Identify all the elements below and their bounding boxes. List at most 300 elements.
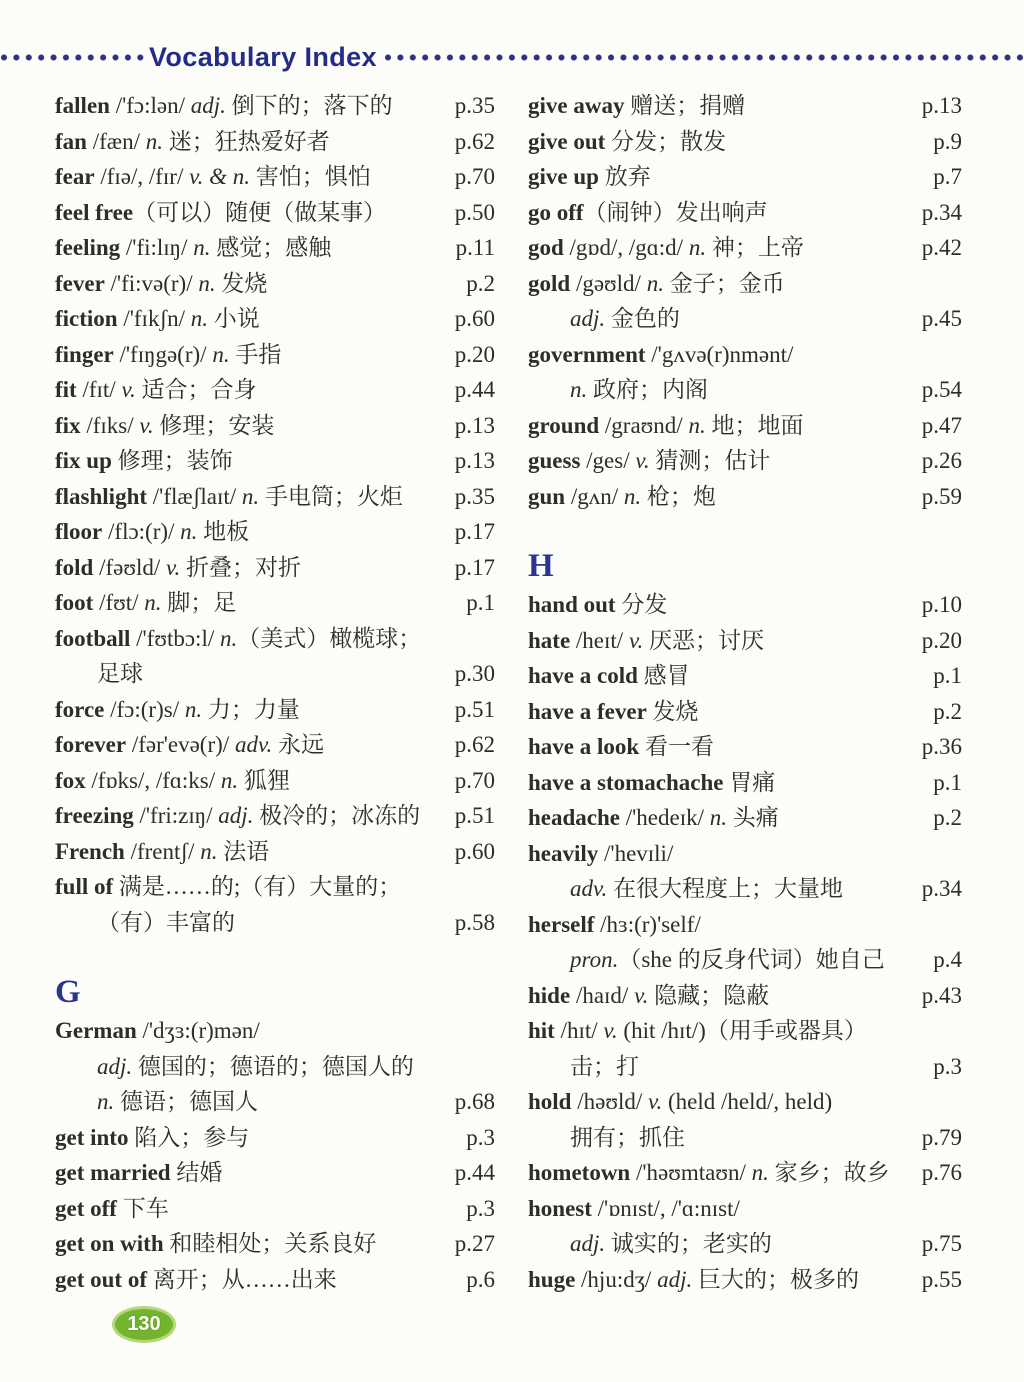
entry-row: [55, 443, 495, 479]
definition-text: /'dʒɜ:(r)mən/: [136, 1018, 260, 1043]
part-of-speech: v.: [635, 448, 650, 473]
definition-text: /ges/: [580, 448, 636, 473]
entry-row: [528, 266, 962, 302]
entry-row: [55, 727, 495, 763]
page-reference: p.17: [454, 554, 495, 580]
headword: fox: [55, 767, 86, 793]
definition-text: /gɒd/, /gɑ:d/: [563, 235, 689, 260]
definition-text: /flɔ:(r)/: [102, 519, 181, 544]
entry-row: [55, 408, 495, 444]
entry-text: [528, 1191, 740, 1227]
definition-text: 诚实的；老实的: [605, 1231, 772, 1256]
entry-continuation-row: [528, 1120, 962, 1156]
definition-text: 修理；安装: [153, 412, 275, 438]
definition-text: 家乡；故乡: [768, 1160, 890, 1185]
headword: give away: [528, 93, 625, 118]
entry-text: [528, 266, 785, 302]
definition-text: 击；打: [570, 1053, 639, 1079]
definition-text: /gəʊld/: [570, 270, 647, 296]
definition-text: 适合；合身: [135, 377, 257, 402]
entry-row: [528, 1262, 962, 1298]
page-reference: p.34: [921, 876, 962, 901]
page-reference: p.9: [933, 128, 962, 154]
page-reference: p.11: [455, 235, 495, 260]
headword: German: [55, 1018, 137, 1043]
page-reference: p.13: [454, 412, 495, 438]
vocab-column-left: [55, 88, 495, 1297]
headword: fix up: [55, 448, 112, 473]
headword: fear: [55, 164, 95, 189]
headword: feel free: [55, 199, 134, 225]
headword: get out of: [55, 1266, 147, 1292]
part-of-speech: v.: [648, 1089, 663, 1114]
entry-row: [528, 408, 962, 444]
entry-row: [55, 230, 495, 266]
headword: fallen: [55, 93, 110, 118]
definition-text: 和睦相处；关系良好: [163, 1231, 377, 1256]
entry-continuation-row: [528, 1226, 962, 1262]
entry-text: [55, 1013, 260, 1049]
definition-text: /'həʊmtaʊn/: [630, 1160, 752, 1185]
definition-text: 发烧: [646, 698, 699, 724]
part-of-speech: n.: [751, 1160, 769, 1185]
page-title: Vocabulary Index: [149, 41, 377, 72]
definition-text: 折叠；对折: [180, 554, 302, 580]
headword: honest: [528, 1195, 592, 1221]
entry-row: [528, 479, 962, 515]
part-of-speech: n.: [646, 270, 664, 296]
headword: full of: [55, 874, 114, 899]
definition-text: /fɔ:(r)s/: [104, 696, 185, 722]
definition-text: 手电筒；火炬: [259, 483, 403, 509]
entry-row: [528, 1013, 962, 1049]
definition-text: 枪；炮: [641, 483, 716, 509]
headword: get married: [55, 1160, 171, 1185]
definition-text: (hit /hɪt/)（用手或器具）: [617, 1018, 867, 1043]
entry-text: [528, 871, 843, 907]
definition-text: 脚；足: [161, 590, 237, 615]
entry-text: [528, 124, 726, 160]
entry-continuation-row: [55, 1084, 495, 1120]
definition-text: 厌恶；讨厌: [643, 627, 764, 653]
entry-text: [55, 479, 403, 515]
part-of-speech: n.: [200, 838, 218, 864]
definition-text: 赠送；捐赠: [624, 93, 746, 118]
definition-text: /həʊld/: [571, 1089, 648, 1114]
page-reference: p.2: [933, 805, 962, 830]
part-of-speech: adv.: [570, 876, 608, 901]
entry-row: [55, 88, 495, 124]
page-reference: p.76: [921, 1160, 962, 1185]
page-reference: p.68: [454, 1089, 495, 1114]
part-of-speech: n.: [198, 270, 216, 296]
definition-text: 极冷的；冰冻的: [253, 803, 421, 828]
entry-text: [55, 798, 420, 834]
entry-text: [55, 1226, 376, 1262]
entry-text: [55, 337, 281, 373]
headword: gun: [528, 483, 566, 509]
entry-text: [528, 729, 714, 765]
page-reference: p.55: [921, 1266, 962, 1292]
definition-text: 放弃: [598, 164, 651, 189]
entry-row: [55, 869, 495, 905]
headword: have a fever: [528, 698, 647, 724]
entry-row: [55, 337, 495, 373]
headword: have a cold: [528, 663, 638, 688]
page-reference: p.59: [921, 483, 962, 509]
definition-text: 德语；德国人: [114, 1089, 258, 1114]
entry-continuation-row: [55, 656, 495, 692]
entry-text: [528, 587, 667, 623]
entry-text: [55, 905, 235, 941]
entry-row: [55, 195, 495, 231]
entry-row: [55, 266, 495, 302]
headword: government: [528, 341, 646, 367]
entry-row: [528, 443, 962, 479]
definition-text: 金色的: [605, 306, 680, 331]
definition-text: 在很大程度上；大量地: [607, 876, 844, 901]
page-reference: p.13: [921, 93, 962, 118]
definition-text: 结婚: [170, 1160, 223, 1185]
headword: hometown: [528, 1160, 631, 1185]
definition-text: /'fʊtbɔ:l/: [130, 625, 220, 651]
page-reference: p.62: [454, 732, 495, 757]
page-reference: p.79: [921, 1124, 962, 1150]
entry-row: [55, 1013, 495, 1049]
entry-text: [528, 694, 699, 730]
entry-row: [55, 621, 495, 657]
entry-continuation-row: [55, 1049, 495, 1085]
entry-row: [528, 195, 962, 231]
entry-row: [55, 159, 495, 195]
definition-text: 神；上帝: [706, 235, 804, 260]
entry-text: [528, 372, 708, 408]
part-of-speech: n.: [709, 805, 727, 830]
part-of-speech: adj.: [218, 803, 254, 828]
entry-row: [528, 159, 962, 195]
headword: god: [528, 235, 564, 260]
entry-row: [55, 301, 495, 337]
entry-text: [55, 621, 421, 657]
page-reference: p.42: [921, 235, 962, 260]
section-letter: G: [55, 974, 81, 1010]
definition-text: /frentʃ/: [124, 838, 201, 864]
header-dots-left: [0, 53, 146, 62]
page-reference: p.36: [921, 734, 962, 759]
headword: hold: [528, 1089, 572, 1114]
page-reference: p.4: [933, 947, 962, 972]
definition-text: /fɒks/, /fɑ:ks/: [85, 767, 221, 793]
definition-text: /hɜ:(r)'self/: [594, 911, 701, 937]
entry-text: [55, 763, 290, 799]
entry-row: [55, 798, 495, 834]
part-of-speech: n.: [241, 483, 260, 509]
entry-text: [55, 514, 249, 550]
entry-row: [55, 479, 495, 515]
definition-text: 感冒: [637, 663, 690, 688]
page-reference: p.70: [454, 767, 495, 793]
part-of-speech: n.: [688, 235, 707, 260]
part-of-speech: n.: [145, 128, 163, 154]
entry-text: [55, 230, 331, 266]
part-of-speech: n.: [180, 519, 198, 544]
part-of-speech: v.: [139, 412, 154, 438]
definition-text: /'fɪkʃn/: [117, 306, 191, 331]
part-of-speech: n.: [570, 377, 588, 402]
entry-row: [528, 836, 962, 872]
headword: herself: [528, 911, 595, 937]
definition-text: /'fɔ:lən/: [109, 93, 191, 118]
entry-row: [528, 800, 962, 836]
entry-text: [528, 195, 768, 231]
page-reference: p.51: [454, 803, 495, 828]
headword: force: [55, 696, 105, 722]
page-reference: p.44: [454, 1160, 495, 1185]
definition-text: /graʊnd/: [599, 412, 689, 438]
entry-text: [55, 869, 401, 905]
definition-text: /'fɪŋgə(r)/: [113, 341, 213, 367]
entry-row: [55, 550, 495, 586]
definition-text: 害怕；惧怕: [250, 164, 371, 189]
entry-text: [55, 550, 301, 586]
definition-text: （she 的反身代词）她自己: [618, 947, 885, 972]
definition-text: 足球: [97, 661, 143, 686]
entry-text: [528, 443, 770, 479]
entry-row: [528, 978, 962, 1014]
headword: get off: [55, 1195, 117, 1221]
definition-text: 拥有；抓住: [570, 1124, 685, 1150]
page-reference: p.2: [933, 698, 962, 724]
entry-text: [55, 408, 274, 444]
page-reference: p.75: [921, 1231, 962, 1256]
entry-text: [528, 1262, 859, 1298]
entry-text: [528, 942, 885, 978]
headword: fix: [55, 412, 81, 438]
page-reference: p.7: [933, 164, 962, 189]
definition-text: /fɪə/, /fɪr/: [94, 164, 190, 189]
part-of-speech: v.: [603, 1018, 618, 1043]
entry-row: [528, 694, 962, 730]
entry-row: [528, 337, 962, 373]
entry-text: [55, 585, 236, 621]
page-reference: p.44: [454, 377, 495, 402]
part-of-speech: v.: [628, 627, 644, 653]
headword: fan: [55, 128, 87, 154]
part-of-speech: adj.: [570, 306, 606, 331]
definition-text: 地板: [197, 519, 250, 544]
entry-text: [55, 834, 269, 870]
header-dots-right: [384, 53, 1024, 62]
entry-text: [528, 88, 745, 124]
part-of-speech: adv.: [234, 732, 273, 757]
definition-text: /'fi:lɪŋ/: [120, 235, 194, 260]
definition-text: 分发: [615, 592, 668, 617]
entry-text: [528, 800, 779, 836]
page-reference: p.54: [921, 377, 962, 402]
definition-text: 隐藏；隐蔽: [648, 982, 770, 1008]
headword: get on with: [55, 1231, 164, 1256]
entry-text: [55, 266, 267, 302]
definition-text: 金子；金币: [663, 270, 785, 296]
entry-text: [55, 1155, 222, 1191]
entry-row: [55, 763, 495, 799]
headword: gold: [528, 270, 571, 296]
entry-text: [528, 1013, 867, 1049]
headword: have a stomachache: [528, 769, 724, 795]
entry-text: [528, 978, 769, 1014]
headword: ground: [528, 412, 600, 438]
entry-row: [528, 1155, 962, 1191]
vocab-column-right: [528, 88, 962, 1297]
entry-text: [528, 479, 716, 515]
entry-row: [55, 1226, 495, 1262]
page-reference: p.60: [454, 306, 495, 331]
entry-row: [528, 88, 962, 124]
part-of-speech: n.: [220, 767, 239, 793]
page-reference: p.30: [454, 661, 495, 686]
definition-text: /haɪd/: [570, 982, 635, 1008]
definition-text: （闹钟）发出响声: [583, 199, 768, 225]
page-reference: p.3: [466, 1124, 495, 1150]
entry-text: [528, 159, 651, 195]
entry-row: [528, 587, 962, 623]
part-of-speech: pron.: [570, 947, 619, 972]
entry-row: [528, 658, 962, 694]
headword: give out: [528, 128, 606, 154]
headword: flashlight: [55, 483, 148, 509]
entry-row: [55, 834, 495, 870]
entry-continuation-row: [528, 871, 962, 907]
definition-text: （可以）随便（做某事）: [133, 199, 387, 225]
definition-text: 力；力量: [202, 696, 300, 722]
headword: go off: [528, 199, 584, 225]
part-of-speech: adj.: [570, 1231, 606, 1256]
definition-text: （美式）橄榄球；: [237, 625, 422, 651]
definition-text: （有）丰富的: [97, 909, 235, 935]
entry-row: [55, 585, 495, 621]
definition-text: 德国的；德语的；德国人的: [132, 1053, 414, 1079]
entry-text: [528, 301, 680, 337]
entry-text: [528, 658, 690, 694]
page-reference: p.47: [921, 412, 962, 438]
part-of-speech: n.: [219, 625, 238, 651]
entry-row: [55, 1155, 495, 1191]
definition-text: /'ɒnɪst/, /'ɑ:nɪst/: [591, 1195, 740, 1221]
page-reference: p.50: [454, 199, 495, 225]
headword: guess: [528, 448, 581, 473]
entry-row: [55, 1120, 495, 1156]
entry-text: [528, 1155, 890, 1191]
entry-row: [55, 1191, 495, 1227]
entry-text: [528, 337, 793, 373]
page-reference: p.17: [454, 519, 495, 544]
entry-text: [55, 727, 324, 763]
page-reference: p.3: [466, 1195, 495, 1221]
page-reference: p.1: [466, 590, 495, 615]
definition-text: 狐狸: [238, 767, 290, 793]
page-reference: p.10: [921, 592, 962, 617]
definition-text: /fɪt/: [76, 377, 122, 402]
entry-text: [55, 1191, 169, 1227]
headword: fever: [55, 270, 105, 296]
headword: fold: [55, 554, 94, 580]
entry-text: [528, 836, 673, 872]
entry-text: [55, 443, 233, 479]
headword: French: [55, 838, 125, 864]
definition-text: /'flæʃlaɪt/: [147, 483, 242, 509]
part-of-speech: adj.: [97, 1053, 133, 1079]
entry-text: [55, 1049, 414, 1085]
definition-text: 修理；装饰: [111, 448, 233, 473]
definition-text: 下车: [116, 1195, 169, 1221]
definition-text: 分发；散发: [605, 128, 727, 154]
entry-row: [55, 1262, 495, 1298]
definition-text: /gʌn/: [565, 483, 624, 509]
entry-row: [528, 623, 962, 659]
headword: heavily: [528, 840, 599, 866]
page-reference: p.35: [454, 93, 495, 118]
definition-text: /hɪt/: [554, 1018, 604, 1043]
entry-text: [55, 159, 371, 195]
page-reference: p.70: [454, 164, 495, 189]
definition-text: /heɪt/: [570, 627, 629, 653]
entry-row: [55, 692, 495, 728]
headword: feeling: [55, 235, 121, 260]
entry-row: [528, 230, 962, 266]
definition-text: 巨大的；极多的: [692, 1266, 859, 1292]
entry-row: [528, 1084, 962, 1120]
entry-text: [55, 372, 256, 408]
headword: have a look: [528, 734, 640, 759]
entry-row: [528, 1191, 962, 1227]
page-reference: p.6: [466, 1266, 495, 1292]
definition-text: 胃痛: [723, 769, 776, 795]
part-of-speech: n.: [688, 412, 706, 438]
definition-text: /'fri:zɪŋ/: [133, 803, 219, 828]
page-reference: p.1: [933, 769, 962, 795]
definition-text: /fəʊld/: [93, 554, 167, 580]
part-of-speech: n.: [144, 590, 162, 615]
definition-text: 头痛: [726, 805, 779, 830]
definition-text: 地；地面: [705, 412, 804, 438]
entry-row: [528, 729, 962, 765]
definition-text: 倒下的；落下的: [225, 93, 393, 118]
entry-row: [528, 907, 962, 943]
section-letter: H: [528, 548, 554, 584]
entry-continuation-row: [528, 301, 962, 337]
definition-text: /'fi:və(r)/: [104, 270, 199, 296]
definition-text: 满是……的;（有）大量的；: [113, 874, 402, 899]
page-reference: p.3: [933, 1053, 962, 1079]
headword: headache: [528, 805, 620, 830]
page-reference: p.20: [454, 341, 495, 367]
part-of-speech: v.: [121, 377, 136, 402]
page-reference: p.20: [921, 627, 962, 653]
page-reference: p.51: [454, 696, 495, 722]
definition-text: 看一看: [639, 734, 714, 759]
part-of-speech: adj.: [657, 1266, 693, 1292]
part-of-speech: v. & n.: [189, 164, 251, 189]
definition-text: 离开；从……出来: [146, 1266, 337, 1292]
definition-text: 政府；内阁: [587, 377, 708, 402]
page-reference: p.13: [454, 448, 495, 473]
part-of-speech: v.: [634, 982, 649, 1008]
definition-text: /fæn/: [86, 128, 146, 154]
page-reference: p.26: [921, 448, 962, 473]
entry-text: [528, 907, 701, 943]
page-reference: p.45: [921, 306, 962, 331]
part-of-speech: n.: [184, 696, 203, 722]
